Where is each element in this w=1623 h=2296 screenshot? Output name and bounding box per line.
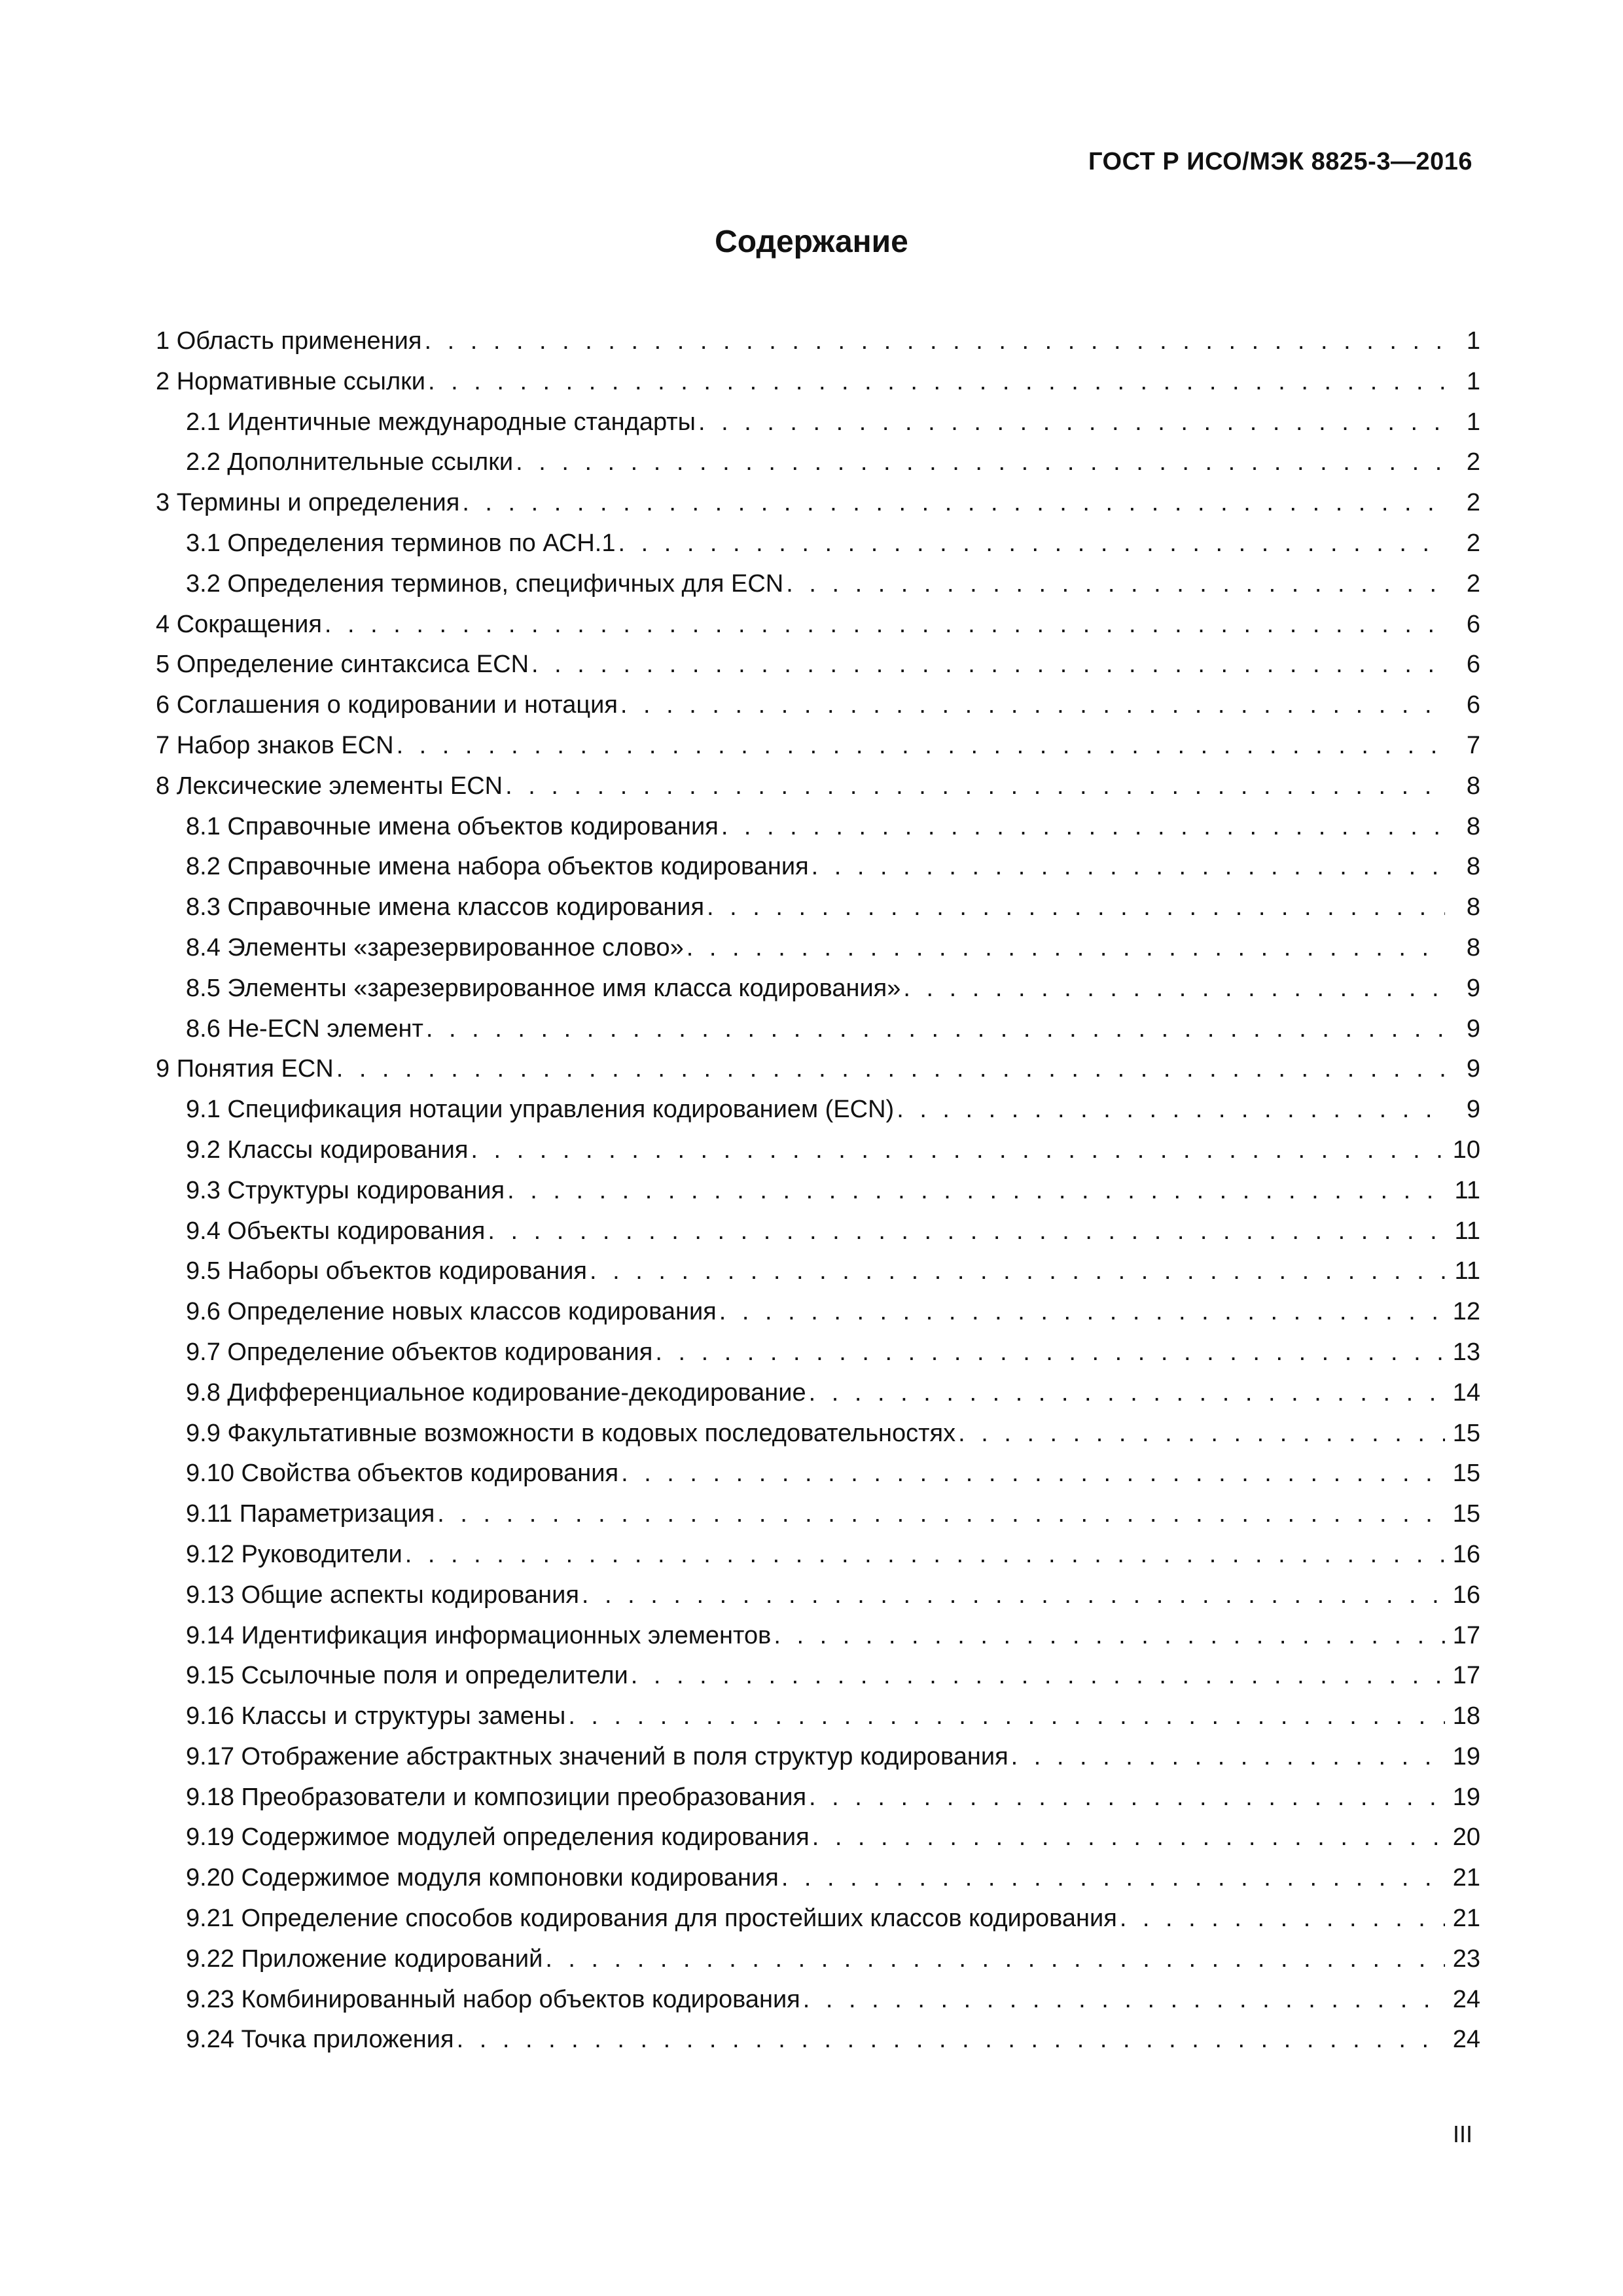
- toc-dot-leader: [462, 488, 1445, 518]
- toc-entry[interactable]: [156, 690, 1480, 730]
- toc-entry-page: 8: [1466, 853, 1480, 881]
- toc-dot-leader: [687, 933, 1445, 963]
- toc-entry[interactable]: [156, 1418, 1480, 1459]
- page-number: III: [1452, 2121, 1472, 2147]
- toc-entry-page: 19: [1452, 1783, 1480, 1811]
- toc-entry-label: 8.1 Справочные имена объектов кодирования: [186, 812, 719, 840]
- toc-entry-page: 20: [1452, 1823, 1480, 1852]
- toc-dot-leader: [903, 973, 1445, 1003]
- toc-entry-label: 3 Термины и определения: [156, 489, 460, 517]
- toc-entry-label: 9.13 Общие аспекты кодирования: [186, 1581, 579, 1609]
- table-of-contents: [156, 326, 1480, 2065]
- toc-dot-leader: [618, 528, 1445, 558]
- toc-entry-page: 2: [1466, 448, 1480, 476]
- toc-entry-page: 9: [1466, 1014, 1480, 1043]
- toc-entry-label: 9.20 Содержимое модуля компоновки кодирования: [186, 1864, 779, 1892]
- toc-entry-page: 17: [1452, 1621, 1480, 1649]
- toc-entry[interactable]: [156, 528, 1480, 569]
- toc-dot-leader: [590, 1256, 1445, 1286]
- toc-entry[interactable]: [156, 407, 1480, 448]
- toc-entry-label: 7 Набор знаков ECN: [156, 731, 394, 759]
- toc-entry[interactable]: [156, 1903, 1480, 1944]
- toc-entry-page: 9: [1466, 1096, 1480, 1124]
- toc-entry-page: 11: [1454, 1217, 1480, 1245]
- toc-entry-page: 1: [1466, 327, 1480, 355]
- toc-dot-leader: [437, 1499, 1445, 1529]
- toc-dot-leader: [897, 1094, 1445, 1124]
- toc-entry-label: 9.24 Точка приложения: [186, 2026, 454, 2054]
- toc-entry-page: 15: [1452, 1419, 1480, 1447]
- toc-entry-page: 24: [1452, 2026, 1480, 2054]
- toc-entry[interactable]: [156, 1782, 1480, 1823]
- toc-entry-label: 8.2 Справочные имена набора объектов кодирования: [186, 853, 809, 881]
- toc-entry[interactable]: [156, 367, 1480, 407]
- toc-entry[interactable]: [156, 1580, 1480, 1621]
- toc-dot-leader: [781, 1863, 1445, 1893]
- toc-entry-label: 9.23 Комбинированный набор объектов кодирования: [186, 1985, 800, 2013]
- toc-entry[interactable]: [156, 892, 1480, 933]
- toc-entry-label: 9 Понятия ECN: [156, 1055, 334, 1083]
- toc-entry-page: 6: [1466, 691, 1480, 719]
- toc-entry-label: 9.14 Идентификация информационных элементов: [186, 1621, 772, 1649]
- toc-entry-label: 3.1 Определения терминов по АСН.1: [186, 529, 616, 557]
- toc-dot-leader: [621, 1458, 1445, 1488]
- toc-entry[interactable]: [156, 852, 1480, 892]
- toc-entry[interactable]: [156, 609, 1480, 650]
- toc-entry-page: 15: [1452, 1460, 1480, 1488]
- toc-entry-label: 9.5 Наборы объектов кодирования: [186, 1257, 587, 1285]
- toc-dot-leader: [707, 892, 1445, 922]
- toc-entry[interactable]: [156, 1014, 1480, 1054]
- toc-entry-label: 2.1 Идентичные международные стандарты: [186, 408, 696, 436]
- toc-entry-label: 9.8 Дифференциальное кодирование-декодирование: [186, 1378, 806, 1407]
- toc-dot-leader: [426, 1014, 1445, 1044]
- toc-entry[interactable]: [156, 326, 1480, 367]
- toc-entry[interactable]: [156, 1094, 1480, 1135]
- toc-entry[interactable]: [156, 1539, 1480, 1580]
- toc-entry-page: 21: [1452, 1905, 1480, 1933]
- toc-entry-label: 9.11 Параметризация: [186, 1500, 435, 1528]
- toc-entry-page: 17: [1452, 1662, 1480, 1690]
- toc-dot-leader: [397, 730, 1445, 761]
- toc-entry-page: 8: [1466, 772, 1480, 800]
- toc-dot-leader: [1011, 1742, 1445, 1772]
- toc-entry[interactable]: [156, 1256, 1480, 1297]
- toc-dot-leader: [631, 1660, 1445, 1691]
- toc-dot-leader: [424, 326, 1445, 356]
- toc-entry-label: 9.1 Спецификация нотации управления кодированием (ECN): [186, 1096, 895, 1124]
- toc-entry-label: 9.19 Содержимое модулей определения кодирования: [186, 1823, 810, 1852]
- toc-entry[interactable]: [156, 649, 1480, 690]
- toc-entry-label: 9.18 Преобразователи и композиции преобразования: [186, 1783, 807, 1811]
- toc-entry-label: 9.21 Определение способов кодирования для простейших классов кодирования: [186, 1905, 1117, 1933]
- toc-entry-page: 6: [1466, 610, 1480, 638]
- toc-dot-leader: [488, 1216, 1445, 1246]
- toc-dot-leader: [958, 1418, 1445, 1448]
- toc-dot-leader: [428, 367, 1445, 397]
- toc-entry[interactable]: [156, 2024, 1480, 2065]
- toc-dot-leader: [774, 1621, 1445, 1651]
- toc-dot-leader: [812, 852, 1445, 882]
- toc-entry[interactable]: [156, 1701, 1480, 1742]
- toc-entry-page: 14: [1452, 1378, 1480, 1407]
- toc-entry-page: 9: [1466, 974, 1480, 1002]
- toc-dot-leader: [582, 1580, 1445, 1610]
- toc-entry-label: 9.4 Объекты кодирования: [186, 1217, 486, 1245]
- toc-dot-leader: [655, 1337, 1445, 1367]
- toc-entry-page: 9: [1466, 1055, 1480, 1083]
- toc-entry-label: 8.6 Не-ECN элемент: [186, 1014, 423, 1043]
- toc-entry-page: 6: [1466, 651, 1480, 679]
- toc-entry-label: 2 Нормативные ссылки: [156, 367, 425, 395]
- document-standard-header: ГОСТ Р ИСО/МЭК 8825-3—2016: [1088, 148, 1472, 175]
- toc-entry[interactable]: [156, 1621, 1480, 1661]
- toc-entry[interactable]: [156, 569, 1480, 609]
- toc-dot-leader: [568, 1701, 1445, 1731]
- toc-entry-page: 2: [1466, 489, 1480, 517]
- toc-entry[interactable]: [156, 973, 1480, 1014]
- toc-dot-leader: [809, 1378, 1445, 1408]
- toc-entry[interactable]: [156, 1944, 1480, 1984]
- toc-entry-label: 9.12 Руководители: [186, 1540, 402, 1568]
- toc-entry[interactable]: [156, 1660, 1480, 1701]
- toc-entry-label: 3.2 Определения терминов, специфичных для ECN: [186, 569, 784, 598]
- toc-entry-page: 23: [1452, 1945, 1480, 1973]
- toc-dot-leader: [507, 1175, 1445, 1206]
- toc-title: Содержание: [715, 224, 908, 259]
- toc-entry-label: 8.3 Справочные имена классов кодирования: [186, 893, 705, 922]
- toc-entry[interactable]: [156, 771, 1480, 812]
- toc-dot-leader: [786, 569, 1445, 599]
- toc-dot-leader: [1120, 1903, 1445, 1933]
- toc-dot-leader: [531, 649, 1445, 679]
- toc-entry-label: 6 Соглашения о кодировании и нотация: [156, 691, 618, 719]
- toc-entry-label: 9.2 Классы кодирования: [186, 1136, 469, 1164]
- toc-entry-page: 12: [1452, 1298, 1480, 1326]
- toc-entry[interactable]: [156, 488, 1480, 528]
- toc-entry[interactable]: [156, 1822, 1480, 1863]
- toc-dot-leader: [719, 1297, 1445, 1327]
- toc-dot-leader: [405, 1539, 1445, 1570]
- toc-entry[interactable]: [156, 812, 1480, 852]
- toc-dot-leader: [457, 2024, 1445, 2054]
- toc-entry[interactable]: [156, 1135, 1480, 1175]
- toc-entry-page: 16: [1452, 1540, 1480, 1568]
- toc-dot-leader: [803, 1984, 1445, 2015]
- toc-entry-page: 19: [1452, 1742, 1480, 1770]
- toc-entry-label: 9.3 Структуры кодирования: [186, 1176, 505, 1204]
- toc-entry[interactable]: [156, 1337, 1480, 1378]
- toc-dot-leader: [336, 1054, 1445, 1084]
- toc-entry[interactable]: [156, 1984, 1480, 2025]
- toc-entry-page: 7: [1466, 731, 1480, 759]
- toc-entry-page: 11: [1454, 1257, 1480, 1285]
- toc-entry-label: 9.9 Факультативные возможности в кодовых последовательностях: [186, 1419, 956, 1447]
- toc-entry-label: 9.22 Приложение кодирований: [186, 1945, 543, 1973]
- toc-entry-label: 8.5 Элементы «зарезервированное имя класса кодирования»: [186, 974, 901, 1002]
- toc-entry[interactable]: [156, 1378, 1480, 1418]
- toc-entry-label: 4 Сокращения: [156, 610, 322, 638]
- toc-entry-page: 15: [1452, 1500, 1480, 1528]
- toc-entry-page: 16: [1452, 1581, 1480, 1609]
- toc-entry-page: 11: [1454, 1176, 1480, 1204]
- toc-entry[interactable]: [156, 1863, 1480, 1903]
- toc-entry-label: 8.4 Элементы «зарезервированное слово»: [186, 933, 684, 961]
- toc-entry[interactable]: [156, 1054, 1480, 1094]
- toc-dot-leader: [698, 407, 1445, 437]
- toc-entry[interactable]: [156, 1499, 1480, 1539]
- toc-entry-page: 2: [1466, 529, 1480, 557]
- toc-entry-page: 24: [1452, 1985, 1480, 2013]
- toc-entry[interactable]: [156, 447, 1480, 488]
- toc-entry-page: 21: [1452, 1864, 1480, 1892]
- toc-entry-label: 9.7 Определение объектов кодирования: [186, 1338, 653, 1366]
- toc-entry-label: 9.10 Свойства объектов кодирования: [186, 1460, 619, 1488]
- toc-entry[interactable]: [156, 1175, 1480, 1216]
- toc-entry-label: 1 Область применения: [156, 327, 422, 355]
- toc-entry-page: 8: [1466, 933, 1480, 961]
- toc-entry-label: 9.17 Отображение абстрактных значений в поля структур кодирования: [186, 1742, 1008, 1770]
- toc-entry-page: 13: [1452, 1338, 1480, 1366]
- toc-dot-leader: [721, 812, 1445, 842]
- toc-entry[interactable]: [156, 1458, 1480, 1499]
- toc-dot-leader: [809, 1782, 1445, 1812]
- toc-entry-page: 1: [1466, 408, 1480, 436]
- toc-entry-label: 5 Определение синтаксиса ECN: [156, 651, 529, 679]
- toc-entry[interactable]: [156, 933, 1480, 973]
- toc-dot-leader: [505, 771, 1445, 801]
- toc-entry[interactable]: [156, 1742, 1480, 1782]
- toc-entry-page: 10: [1452, 1136, 1480, 1164]
- toc-dot-leader: [471, 1135, 1445, 1165]
- toc-entry[interactable]: [156, 1216, 1480, 1257]
- toc-dot-leader: [516, 447, 1445, 477]
- toc-entry-label: 9.6 Определение новых классов кодирования: [186, 1298, 717, 1326]
- toc-entry-page: 8: [1466, 893, 1480, 922]
- toc-entry-page: 8: [1466, 812, 1480, 840]
- toc-dot-leader: [325, 609, 1445, 639]
- toc-entry-page: 1: [1466, 367, 1480, 395]
- toc-dot-leader: [545, 1944, 1445, 1974]
- toc-dot-leader: [812, 1822, 1445, 1852]
- toc-entry-label: 9.16 Классы и структуры замены: [186, 1702, 566, 1731]
- toc-entry[interactable]: [156, 730, 1480, 771]
- toc-entry-page: 2: [1466, 569, 1480, 598]
- toc-entry-label: 2.2 Дополнительные ссылки: [186, 448, 514, 476]
- toc-dot-leader: [620, 690, 1445, 720]
- toc-entry-label: 9.15 Ссылочные поля и определители: [186, 1662, 628, 1690]
- toc-entry-label: 8 Лексические элементы ECN: [156, 772, 503, 800]
- toc-entry-page: 18: [1452, 1702, 1480, 1731]
- toc-entry[interactable]: [156, 1297, 1480, 1337]
